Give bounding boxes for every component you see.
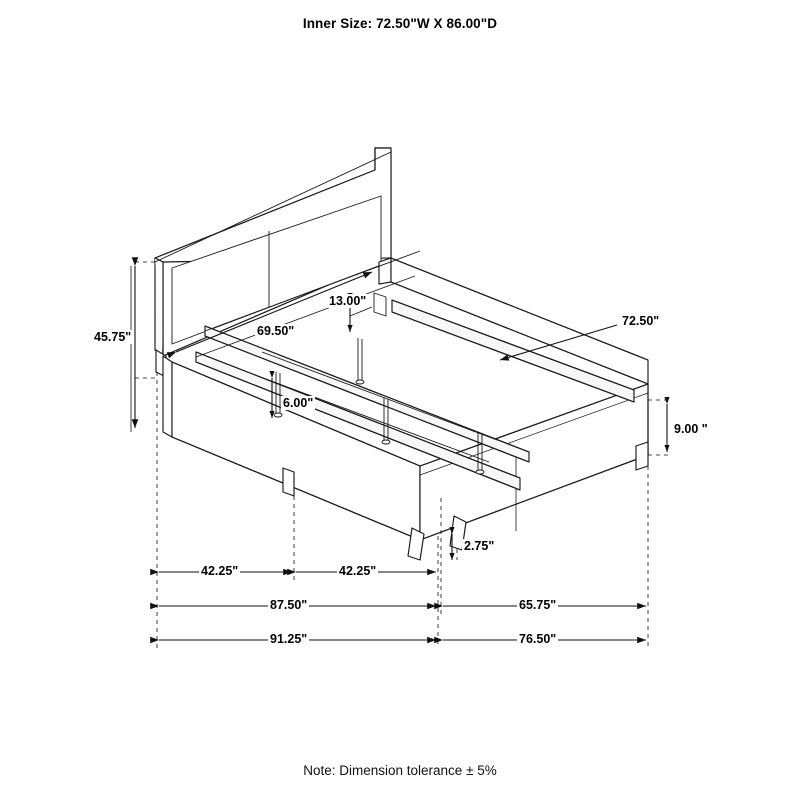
page-title: Inner Size: 72.50"W X 86.00"D — [302, 16, 498, 31]
dimension-label-overall-width-inner: 65.75" — [519, 598, 557, 612]
dimension-label-headboard-width: 69.50" — [257, 324, 295, 338]
dimension-label-left-segment: 42.25" — [201, 564, 239, 578]
dimension-label-slat-clearance: 6.00" — [283, 396, 314, 410]
dimension-label-floor-clearance: 2.75" — [464, 539, 495, 553]
bed-illustration — [155, 148, 648, 560]
tolerance-note: Note: Dimension tolerance ± 5% — [303, 763, 497, 778]
dimension-label-overall-width-outer: 76.50" — [519, 632, 557, 646]
dimension-label-rail-to-slat-height: 13.00" — [329, 294, 367, 308]
dimension-label-side-rail-height: 9.00 " — [674, 422, 708, 436]
dimension-label-headboard-height: 45.75" — [94, 330, 132, 344]
dimension-label-right-segment: 42.25" — [339, 564, 377, 578]
dimension-label-inner-width: 72.50" — [622, 314, 660, 328]
dimension-label-overall-length-outer: 91.25" — [270, 632, 308, 646]
dimension-label-overall-length-inner: 87.50" — [270, 598, 308, 612]
